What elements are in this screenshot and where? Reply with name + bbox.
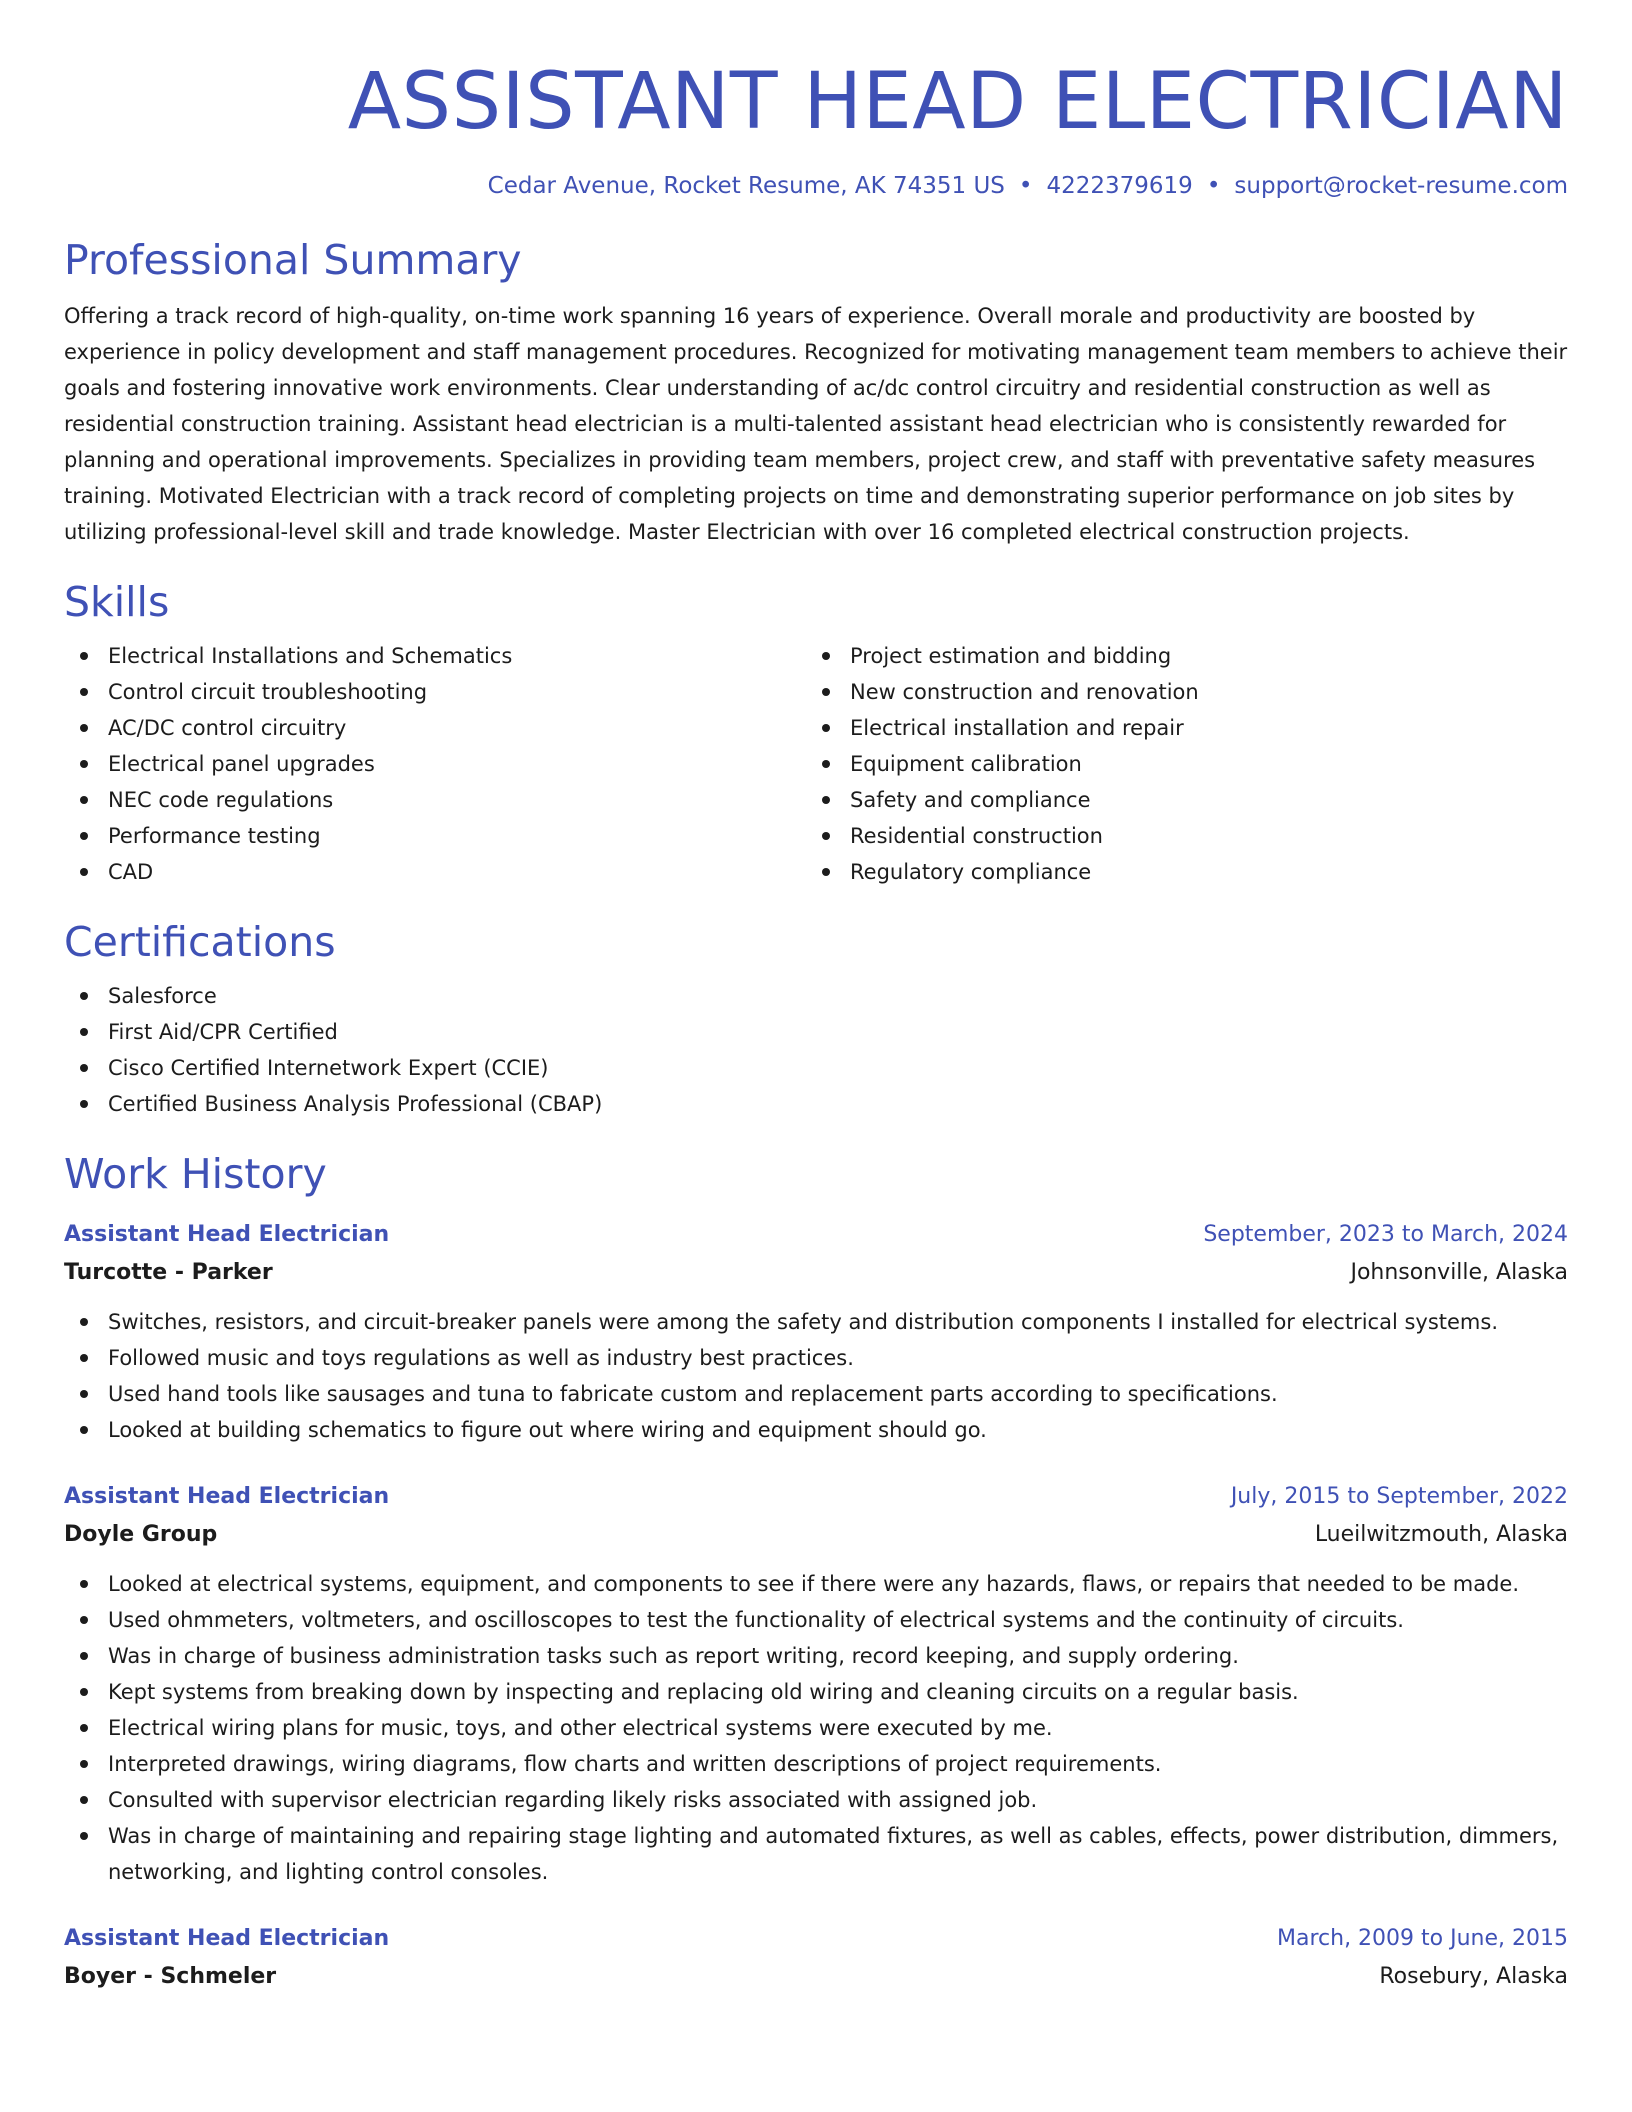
skill-item: Performance testing <box>64 818 806 854</box>
job-title: Assistant Head Electrician <box>64 1926 390 1951</box>
skill-item: New construction and renovation <box>806 674 1548 710</box>
skill-item: Electrical panel upgrades <box>64 746 806 782</box>
job-title-row <box>64 1216 1568 1254</box>
certification-item: Salesforce <box>64 978 1568 1014</box>
job-company: Boyer - Schmeler <box>64 1964 277 1989</box>
skill-item: Regulatory compliance <box>806 854 1548 890</box>
job-entry <box>64 1216 1568 1448</box>
skill-item: Project estimation and bidding <box>806 638 1548 674</box>
job-company: Turcotte - Parker <box>64 1260 273 1285</box>
job-entry <box>64 1478 1568 1890</box>
job-company-row <box>64 1516 1568 1554</box>
contact-address: Cedar Avenue, Rocket Resume, AK 74351 US <box>487 173 1005 199</box>
job-company-row <box>64 1958 1568 1996</box>
job-location: Rosebury, Alaska <box>1379 1964 1568 1989</box>
job-title-row <box>64 1478 1568 1516</box>
job-duties-list <box>64 1566 1568 1890</box>
job-title-row <box>64 1920 1568 1958</box>
skills-list-right <box>806 638 1548 890</box>
job-duty: Looked at electrical systems, equipment, and components to see if there were any hazards, flaws, or repairs that needed to be made. <box>64 1566 1568 1602</box>
job-duty: Followed music and toys regulations as well as industry best practices. <box>64 1340 1568 1376</box>
certification-item: Cisco Certified Internetwork Expert (CCIE) <box>64 1050 1568 1086</box>
contact-phone: 4222379619 <box>1046 173 1193 199</box>
job-duty: Switches, resistors, and circuit-breaker panels were among the safety and distribution components I installed for electrical systems. <box>64 1304 1568 1340</box>
resume-header <box>64 0 1568 202</box>
certification-item: Certified Business Analysis Professional (CBAP) <box>64 1086 1568 1122</box>
certifications-list <box>64 978 1568 1122</box>
job-duty: Was in charge of business administration tasks such as report writing, record keeping, and supply ordering. <box>64 1638 1568 1674</box>
certifications-heading: Certifications <box>64 918 336 966</box>
skill-item: NEC code regulations <box>64 782 806 818</box>
job-duty: Looked at building schematics to figure out where wiring and equipment should go. <box>64 1412 1568 1448</box>
skills-heading: Skills <box>64 578 170 626</box>
skills-columns <box>64 638 1568 890</box>
job-duty: Electrical wiring plans for music, toys, and other electrical systems were executed by me. <box>64 1710 1568 1746</box>
job-title: Assistant Head Electrician <box>64 1222 390 1247</box>
contact-email[interactable]: support@rocket-resume.com <box>1234 173 1568 199</box>
job-dates: March, 2009 to June, 2015 <box>1277 1926 1568 1951</box>
job-dates: July, 2015 to September, 2022 <box>1230 1484 1568 1509</box>
contact-line <box>64 170 1568 202</box>
job-company-row <box>64 1254 1568 1292</box>
contact-separator: • <box>1206 173 1221 199</box>
job-title: Assistant Head Electrician <box>64 1484 390 1509</box>
skills-column-right <box>806 638 1548 890</box>
job-duty: Used ohmmeters, voltmeters, and oscilloscopes to test the functionality of electrical systems and the continuity of circuits. <box>64 1602 1568 1638</box>
job-location: Johnsonville, Alaska <box>1350 1260 1568 1285</box>
summary-text: Offering a track record of high-quality, on-time work spanning 16 years of experience. Overall morale and productivity are boosted by experience in policy development and staff management procedures. Recognized for motivating management team members to achieve their goals and fostering innovative work environments. Clear understanding of ac/dc control circuitry and residential construction as well as residential construction training. Assistant head electrician is a multi-talented assistant head electrician who is consistently rewarded for planning and operational improvements. Specializes in providing team members, project crew, and staff with preventative safety measures training. Motivated Electrician with a track record of completing projects on time and demonstrating superior performance on job sites by utilizing professional-level skill and trade knowledge. Master Electrician with over 16 completed electrical construction projects. <box>64 304 1568 544</box>
contact-separator: • <box>1018 173 1033 199</box>
job-duties-list <box>64 1304 1568 1448</box>
job-duty: Was in charge of maintaining and repairing stage lighting and automated fixtures, as well as cables, effects, power distribution, dimmers, networking, and lighting control consoles. <box>64 1818 1568 1890</box>
skill-item: AC/DC control circuitry <box>64 710 806 746</box>
skill-item: Electrical installation and repair <box>806 710 1548 746</box>
job-duty: Consulted with supervisor electrician regarding likely risks associated with assigned job. <box>64 1782 1568 1818</box>
skill-item: Equipment calibration <box>806 746 1548 782</box>
job-duty: Interpreted drawings, wiring diagrams, flow charts and written descriptions of project requirements. <box>64 1746 1568 1782</box>
job-company: Doyle Group <box>64 1522 218 1547</box>
skill-item: Residential construction <box>806 818 1548 854</box>
job-location: Lueilwitzmouth, Alaska <box>1314 1522 1568 1547</box>
job-entry <box>64 1920 1568 1996</box>
job-duty: Kept systems from breaking down by inspecting and replacing old wiring and cleaning circuits on a regular basis. <box>64 1674 1568 1710</box>
skill-item: Electrical Installations and Schematics <box>64 638 806 674</box>
skills-column-left <box>64 638 806 890</box>
resume-name: ASSISTANT HEAD ELECTRICIAN <box>347 57 1568 147</box>
skill-item: CAD <box>64 854 806 890</box>
skill-item: Safety and compliance <box>806 782 1548 818</box>
skills-list-left <box>64 638 806 890</box>
work-history-heading: Work History <box>64 1150 327 1198</box>
summary-heading: Professional Summary <box>64 236 522 284</box>
skill-item: Control circuit troubleshooting <box>64 674 806 710</box>
certification-item: First Aid/CPR Certified <box>64 1014 1568 1050</box>
job-duty: Used hand tools like sausages and tuna to fabricate custom and replacement parts according to specifications. <box>64 1376 1568 1412</box>
job-dates: September, 2023 to March, 2024 <box>1203 1222 1568 1247</box>
